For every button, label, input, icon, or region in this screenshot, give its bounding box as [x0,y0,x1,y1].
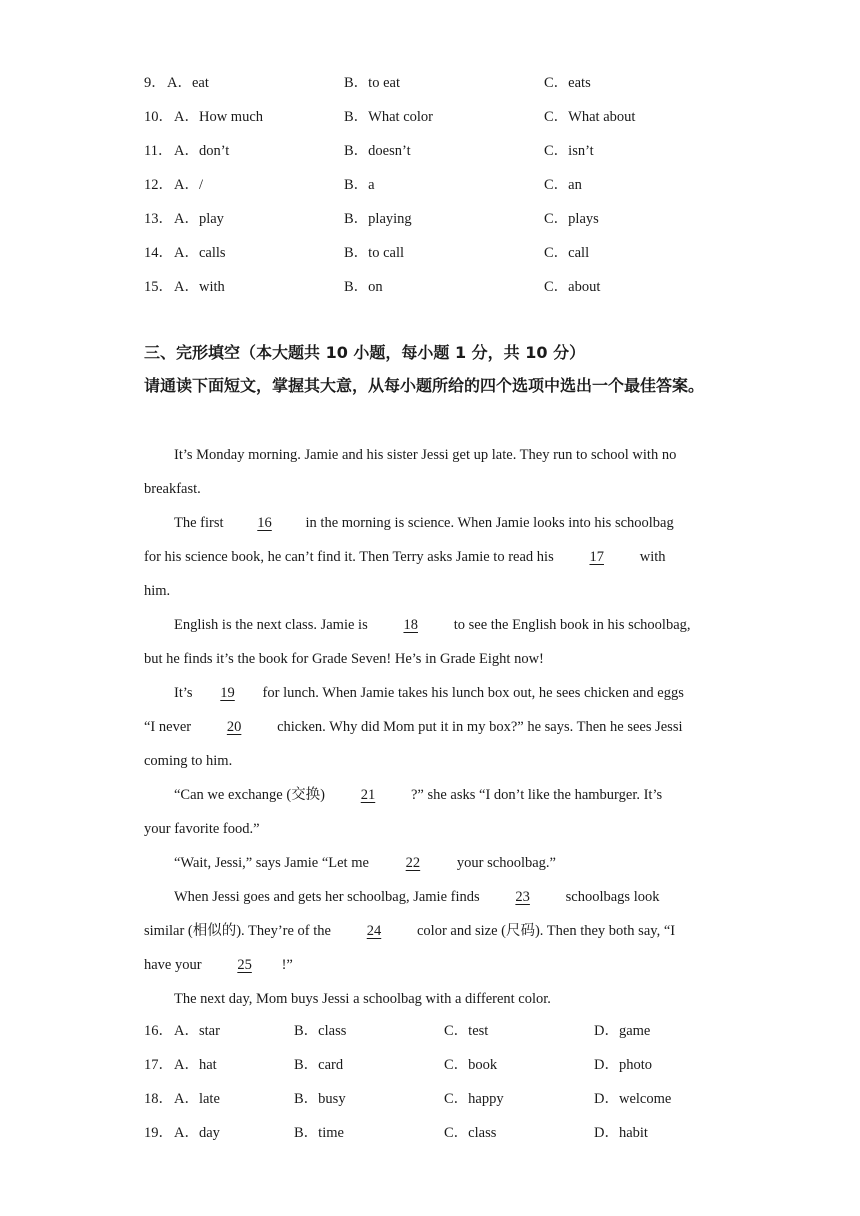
blank-24: 24 [366,923,382,939]
question-number: 18． [144,1091,173,1107]
passage-text: in the morning is science. When Jamie looks into his schoolbag [305,515,674,531]
option-c: C．test [444,1023,489,1039]
passage-text: for lunch. When Jamie takes his lunch box out, he sees chicken and eggs [262,685,684,701]
passage-text: ?” she asks “I don’t like the hamburger. It’s [410,787,663,803]
option-d: D．welcome [594,1091,672,1107]
option-a: A．calls [174,245,226,261]
blank-22: 22 [405,855,421,871]
option-c: C．about [544,279,601,295]
passage-line [174,513,674,533]
question-number: 12． [144,177,173,193]
passage-line: him. [144,583,171,599]
option-a: A．with [174,279,225,295]
option-b: B．busy [294,1091,346,1107]
question-18-options [0,1089,860,1109]
option-c: C．happy [444,1091,504,1107]
section-instruction: 请通读下面短文，掌握其大意，从每小题所给的四个选项中选出一个最佳答案。 [144,376,705,395]
option-b: B．card [294,1057,344,1073]
option-d: D．habit [594,1125,648,1141]
passage-line: but he finds it’s the book for Grade Seven! He’s in Grade Eight now! [144,651,544,667]
option-a: A．play [174,211,224,227]
passage-text: “Wait, Jessi,” says Jamie “Let me [174,855,369,871]
blank-18: 18 [403,617,418,633]
blank-23: 23 [515,889,530,905]
option-b: B．doesn’t [344,143,411,159]
passage-line [144,717,683,737]
passage-text: The first [174,515,224,531]
option-c: C．eats [544,75,591,91]
passage-line [144,955,293,975]
passage-text: with [639,549,666,565]
passage-line: The next day, Mom buys Jessi a schoolbag with a different color. [174,991,551,1007]
option-b: B．on [344,279,383,295]
passage-text: to see the English book in his schoolbag, [453,617,691,633]
question-number: 11． [144,143,173,159]
question-number: 9． [144,75,166,91]
passage-text: schoolbags look [565,889,660,905]
passage-text: similar (相似的). They’re of the [144,923,331,939]
question-10-options [0,107,860,127]
blank-25: 25 [237,957,252,973]
question-14-options [0,243,860,263]
passage-line: breakfast. [144,481,201,497]
question-16-options [0,1021,860,1041]
passage-line [174,853,556,873]
option-b: B．a [344,177,375,193]
option-a: A．star [174,1023,220,1039]
option-a: A．eat [167,75,209,91]
passage-text: your schoolbag.” [456,855,556,871]
passage-text: have your [144,957,202,973]
blank-16: 16 [257,515,272,531]
passage-line [174,785,662,805]
question-number: 13． [144,211,173,227]
option-a: A．don’t [174,143,230,159]
question-number: 17． [144,1057,173,1073]
blank-20: 20 [226,719,242,735]
passage-line [144,547,666,567]
option-d: D．photo [594,1057,652,1073]
blank-21: 21 [360,787,376,803]
question-11-options [0,141,860,161]
option-b: B．playing [344,211,412,227]
passage-text: color and size (尺码). Then they both say, “I [416,923,676,939]
passage-text: English is the next class. Jamie is [174,617,368,633]
option-b: B．time [294,1125,344,1141]
question-12-options [0,175,860,195]
question-9-options [0,73,860,93]
option-a: A．late [174,1091,220,1107]
option-c: C．class [444,1125,497,1141]
blank-17: 17 [589,549,604,565]
question-15-options [0,277,860,297]
question-13-options [0,209,860,229]
passage-line: It’s Monday morning. Jamie and his sister Jessi get up late. They run to school with no [174,447,677,463]
blank-19: 19 [220,685,235,701]
passage-text: When Jessi goes and gets her schoolbag, Jamie finds [174,889,480,905]
option-d: D．game [594,1023,651,1039]
option-c: C．isn’t [544,143,594,159]
option-b: B．to call [344,245,405,261]
question-number: 10． [144,109,173,125]
option-c: C．plays [544,211,599,227]
section-title: 三、完形填空（本大题共 10 小题，每小题 1 分，共 10 分） [144,343,586,362]
option-c: C．book [444,1057,498,1073]
passage-line [174,887,659,907]
option-a: A．hat [174,1057,217,1073]
passage-text: “Can we exchange (交换) [174,787,325,803]
option-c: C．an [544,177,582,193]
option-c: C．call [544,245,590,261]
passage-text: “I never [144,719,192,735]
question-number: 16． [144,1023,173,1039]
question-number: 14． [144,245,173,261]
option-a: A．/ [174,177,203,193]
option-a: A．day [174,1125,220,1141]
passage-text: !” [281,957,293,973]
option-b: B．class [294,1023,347,1039]
passage-line [174,683,684,703]
question-17-options [0,1055,860,1075]
passage-line [174,615,691,635]
passage-line: your favorite food.” [144,821,260,837]
passage-text: for his science book, he can’t find it. Then Terry asks Jamie to read his [144,549,554,565]
option-b: B．What color [344,109,433,125]
passage-text: chicken. Why did Mom put it in my box?” he says. Then he sees Jessi [277,719,683,735]
question-number: 19． [144,1125,173,1141]
question-19-options [0,1123,860,1143]
option-b: B．to eat [344,75,400,91]
passage-line [144,921,675,941]
passage-text: It’s [174,685,193,701]
option-a: A．How much [174,109,264,125]
passage-line: coming to him. [144,753,233,769]
question-number: 15． [144,279,173,295]
option-c: C．What about [544,109,636,125]
